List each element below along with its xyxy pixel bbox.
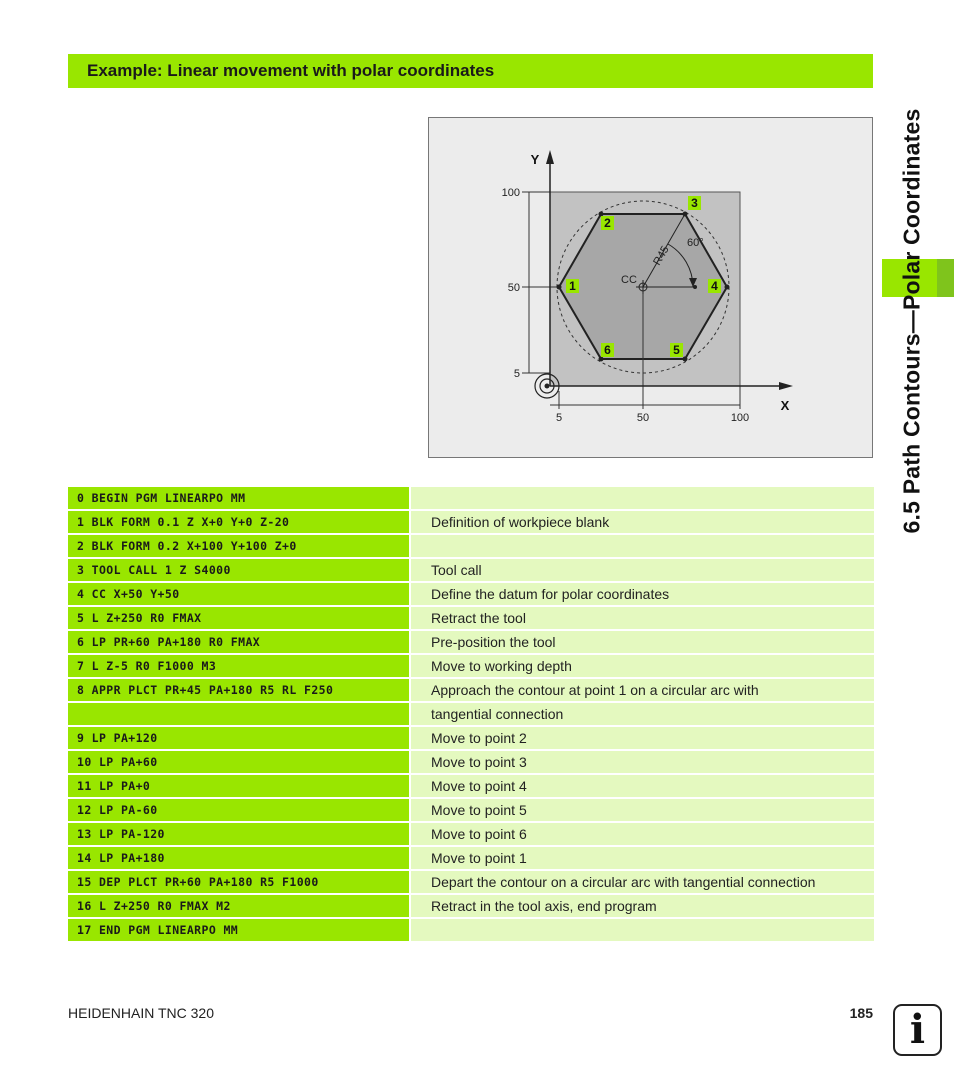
nc-code-line: 14 LP PA+180 bbox=[68, 847, 409, 869]
nc-description: Approach the contour at point 1 on a circular arc with bbox=[411, 679, 874, 701]
nc-code-line: 11 LP PA+0 bbox=[68, 775, 409, 797]
nc-code-line: 1 BLK FORM 0.1 Z X+0 Y+0 Z-20 bbox=[68, 511, 409, 533]
y-tick-50: 50 bbox=[507, 282, 520, 294]
program-row bbox=[68, 847, 874, 869]
y-axis-arrow bbox=[546, 150, 554, 164]
nc-description: Retract the tool bbox=[411, 607, 874, 629]
program-row bbox=[68, 751, 874, 773]
angle-label: 60° bbox=[687, 237, 704, 249]
program-row bbox=[68, 895, 874, 917]
program-table bbox=[68, 485, 874, 943]
program-row bbox=[68, 607, 874, 629]
nc-code-line bbox=[68, 703, 409, 725]
nc-code-line: 12 LP PA-60 bbox=[68, 799, 409, 821]
program-body bbox=[68, 487, 874, 941]
nc-code-line: 7 L Z-5 R0 F1000 M3 bbox=[68, 655, 409, 677]
program-row bbox=[68, 583, 874, 605]
cc-label: CC bbox=[621, 274, 637, 286]
x-tick-50: 50 bbox=[636, 412, 650, 424]
nc-description: Move to working depth bbox=[411, 655, 874, 677]
nc-description: Retract in the tool axis, end program bbox=[411, 895, 874, 917]
point-label-5: 5 bbox=[673, 343, 680, 357]
program-row bbox=[68, 823, 874, 845]
x-axis-arrow bbox=[779, 382, 793, 390]
program-row bbox=[68, 559, 874, 581]
contour-diagram bbox=[429, 118, 874, 459]
y-tick-100: 100 bbox=[501, 187, 520, 199]
x-tick-5: 5 bbox=[555, 412, 563, 424]
program-row bbox=[68, 487, 874, 509]
nc-description: Depart the contour on a circular arc with tangential connection bbox=[411, 871, 874, 893]
section-title: Example: Linear movement with polar coordinates bbox=[87, 61, 495, 80]
info-icon bbox=[893, 1004, 942, 1056]
contour-figure bbox=[428, 117, 873, 458]
x-axis-label: X bbox=[780, 398, 790, 413]
nc-code-line: 8 APPR PLCT PR+45 PA+180 R5 RL F250 bbox=[68, 679, 409, 701]
point-label-6: 6 bbox=[604, 343, 611, 357]
nc-code-line: 2 BLK FORM 0.2 X+100 Y+100 Z+0 bbox=[68, 535, 409, 557]
program-row bbox=[68, 871, 874, 893]
nc-description: Definition of workpiece blank bbox=[411, 511, 874, 533]
side-section-title bbox=[887, 108, 937, 534]
nc-code-line: 16 L Z+250 R0 FMAX M2 bbox=[68, 895, 409, 917]
nc-description: Define the datum for polar coordinates bbox=[411, 583, 874, 605]
program-row bbox=[68, 919, 874, 941]
program-row bbox=[68, 679, 874, 701]
nc-code-line: 5 L Z+250 R0 FMAX bbox=[68, 607, 409, 629]
nc-code-line: 13 LP PA-120 bbox=[68, 823, 409, 845]
nc-code-line: 17 END PGM LINEARPO MM bbox=[68, 919, 409, 941]
program-row bbox=[68, 631, 874, 653]
program-row bbox=[68, 727, 874, 749]
nc-description: Move to point 5 bbox=[411, 799, 874, 821]
program-row bbox=[68, 511, 874, 533]
x-tick-100: 100 bbox=[730, 412, 750, 424]
section-tab-edge bbox=[937, 259, 954, 297]
nc-code-line: 10 LP PA+60 bbox=[68, 751, 409, 773]
nc-code-line: 9 LP PA+120 bbox=[68, 727, 409, 749]
radius-label: R45 bbox=[651, 244, 672, 268]
nc-description: Move to point 4 bbox=[411, 775, 874, 797]
nc-code-line: 15 DEP PLCT PR+60 PA+180 R5 F1000 bbox=[68, 871, 409, 893]
y-tick-5: 5 bbox=[513, 368, 520, 380]
program-row bbox=[68, 775, 874, 797]
program-row bbox=[68, 535, 874, 557]
info-icon-glyph: i bbox=[909, 1006, 926, 1053]
nc-code-line: 4 CC X+50 Y+50 bbox=[68, 583, 409, 605]
nc-description: Move to point 1 bbox=[411, 847, 874, 869]
nc-description bbox=[411, 487, 874, 509]
point-label-3: 3 bbox=[691, 196, 698, 210]
point-label-4: 4 bbox=[711, 279, 718, 293]
nc-description: Move to point 2 bbox=[411, 727, 874, 749]
page-number: 185 bbox=[849, 1005, 873, 1021]
point-label-2: 2 bbox=[604, 216, 611, 230]
nc-description: Pre-position the tool bbox=[411, 631, 874, 653]
nc-description: Tool call bbox=[411, 559, 874, 581]
nc-description: Move to point 6 bbox=[411, 823, 874, 845]
footer-product: HEIDENHAIN TNC 320 bbox=[68, 1005, 215, 1021]
nc-description: tangential connection bbox=[411, 703, 874, 725]
point-label-1: 1 bbox=[569, 279, 576, 293]
nc-code-line: 0 BEGIN PGM LINEARPO MM bbox=[68, 487, 409, 509]
nc-description bbox=[411, 919, 874, 941]
nc-description bbox=[411, 535, 874, 557]
program-row bbox=[68, 799, 874, 821]
nc-code-line: 6 LP PR+60 PA+180 R0 FMAX bbox=[68, 631, 409, 653]
y-axis-label: Y bbox=[530, 152, 540, 167]
program-row bbox=[68, 703, 874, 725]
section-title-bar bbox=[68, 54, 873, 88]
program-row bbox=[68, 655, 874, 677]
nc-description: Move to point 3 bbox=[411, 751, 874, 773]
nc-code-line: 3 TOOL CALL 1 Z S4000 bbox=[68, 559, 409, 581]
side-section-title-text: 6.5 Path Contours—Polar Coordinates bbox=[898, 108, 925, 534]
